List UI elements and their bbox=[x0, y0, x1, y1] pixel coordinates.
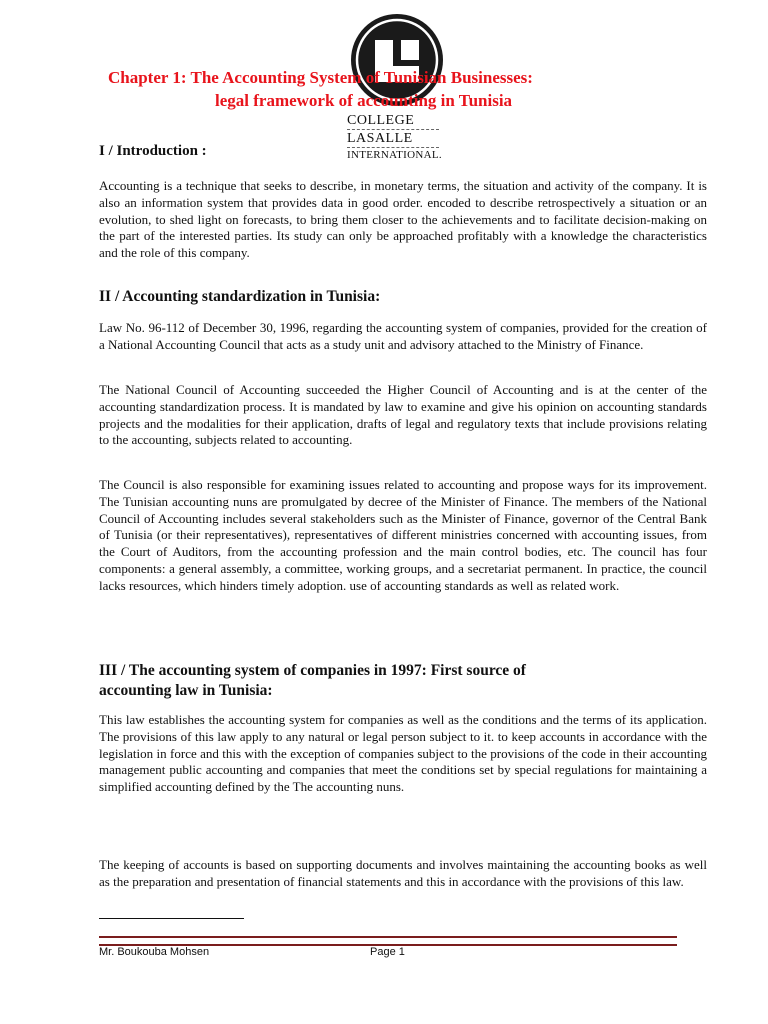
standardization-heading-block bbox=[99, 287, 707, 307]
logo-line-international: INTERNATIONAL. bbox=[347, 149, 442, 161]
footer-page-number: Page 1 bbox=[370, 946, 405, 958]
system-paragraph-2: The keeping of accounts is based on supporting documents and involves maintaining the accounting books as well as the preparation and presentation of financial statements and this in accordance with the provisions of this law. bbox=[99, 857, 707, 889]
system-heading-line-1: III / The accounting system of companies in 1997: First source of bbox=[99, 662, 526, 679]
footer-author: Mr. Boukouba Mohsen bbox=[99, 946, 210, 958]
system-paragraph-1-block bbox=[99, 712, 707, 796]
intro-section bbox=[99, 178, 707, 262]
logo-wordmark bbox=[347, 112, 442, 163]
standardization-heading: II / Accounting standardization in Tunisia: bbox=[99, 288, 381, 305]
system-paragraph-2-block bbox=[99, 857, 707, 891]
chapter-title bbox=[108, 66, 628, 112]
logo-line-lasalle: LASALLE bbox=[347, 129, 439, 148]
system-heading-line-2: accounting law in Tunisia: bbox=[99, 682, 273, 699]
standardization-paragraph-3-block bbox=[99, 477, 707, 595]
standardization-paragraph-2-block bbox=[99, 382, 707, 449]
intro-heading: I / Introduction : bbox=[99, 143, 207, 159]
chapter-title-line-2: legal framework of accounting in Tunisia bbox=[215, 91, 513, 110]
standardization-paragraph-1-block bbox=[99, 320, 707, 354]
system-heading-block bbox=[99, 661, 707, 701]
intro-paragraph: Accounting is a technique that seeks to describe, in monetary terms, the situation and activity of the company. It is also an information system that provides data in good order. encoded to describe retrospectively a situation or an evolution, to shed light on forecasts, to bring them closer to the achievements and to facilitate decision-making on the part of the interested parties. Its study can only be approached profitably with a knowledge the characteristics and the role of this company. bbox=[99, 178, 707, 261]
standardization-paragraph-2: The National Council of Accounting succeeded the Higher Council of Accounting and is at the center of the accounting standardization process. It is mandated by law to examine and give his opinion on accounting standards projects and the modalities for their application, drafts of legal and regulatory texts that include provisions relating to the accounting, subjects related to accounting. bbox=[99, 382, 707, 448]
system-heading bbox=[99, 661, 707, 701]
footnote-divider bbox=[99, 918, 244, 919]
system-paragraph-1: This law establishes the accounting system for companies as well as the conditions and the terms of its application. The provisions of this law apply to any natural or legal person subject to it. to keep accounts in accordance with the legislation in force and this with the exception of companies subject to the provisions of the code in their accounting management public accounting and companies that meet the conditions set by special regulations for maintaining a simplified accounting defined by the The accounting nuns. bbox=[99, 712, 707, 795]
chapter-title-line-1: Chapter 1: The Accounting System of Tunisian Businesses: bbox=[108, 68, 533, 87]
footer-divider bbox=[99, 936, 677, 946]
standardization-paragraph-1: Law No. 96-112 of December 30, 1996, regarding the accounting system of companies, provided for the creation of a National Accounting Council that acts as a study unit and advisory attached to the Ministry of Finance. bbox=[99, 320, 707, 352]
logo-line-college: COLLEGE bbox=[347, 113, 415, 128]
standardization-paragraph-3: The Council is also responsible for examining issues related to accounting and propose ways for its improvement. The Tunisian accounting nuns are promulgated by decree of the Minister of Finance. The members of the National Council of Accounting includes several stakeholders such as the Minister of Finance, governor of the Central Bank of Tunisia (or their representatives), representatives of different ministries concerned with accounting issues, from the Court of Auditors, from the accounting profession and the main control bodies, etc. The council has four components: a general assembly, a committee, working groups, and a secretariat permanent. In practice, the council lacks resources, which hinders timely adoption. use of accounting standards as well as related work. bbox=[99, 477, 707, 593]
